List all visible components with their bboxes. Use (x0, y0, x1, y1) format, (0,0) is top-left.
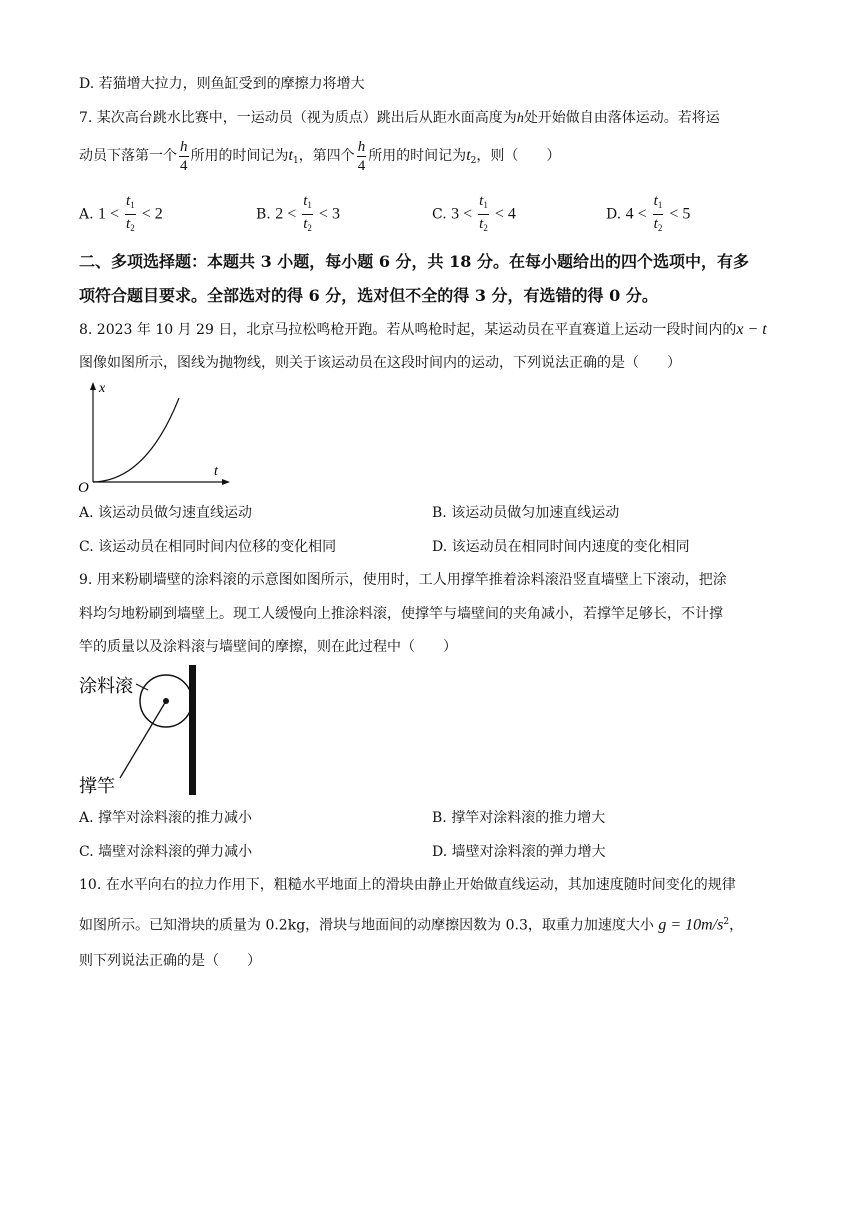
frac-t: t (303, 216, 308, 232)
q8-option-b: B. 该运动员做匀加速直线运动 (432, 505, 620, 521)
option-low: 1 (98, 205, 107, 223)
axis-label-x: x (99, 381, 106, 396)
q7-t2-sub: 2 (470, 156, 477, 166)
q10-stem-line2 (79, 912, 743, 936)
q7-text-a: 7. 某次高台跳水比赛中，一运动员（视为质点）跳出后从距水面高度为 (79, 110, 517, 126)
frac-t: t (479, 216, 484, 232)
q7-h: h (516, 111, 524, 126)
q7-text-c: 动员下落第一个 (79, 148, 177, 164)
y-axis-arrow (90, 382, 96, 390)
q10-gravity-exp: 2 (723, 917, 730, 927)
frac-num: h (357, 138, 366, 155)
q8-xt: x − t (736, 321, 767, 338)
q8-option-a: A. 该运动员做匀速直线运动 (79, 505, 253, 521)
q7-text-e: ，第四个 (298, 148, 355, 164)
option-high: 4 (507, 205, 516, 223)
q7-fraction-h4-first (179, 138, 189, 175)
q9-option-d: D. 墙壁对涂料滚的弹力增大 (432, 844, 606, 860)
q8-stem-line2: 图像如图所示，图线为抛物线，则关于该运动员在这段时间内的运动，下列说法正确的是（ ） (79, 355, 681, 371)
q9-option-c: C. 墙壁对涂料滚的弹力减小 (79, 844, 253, 860)
q7-fraction-h4-fourth (357, 138, 367, 175)
sub: 1 (657, 200, 663, 210)
section2-title-line1: 二、多项选择题：本题共 3 小题，每小题 6 分，共 18 分。在每小题给出的四个选项中，有多 (79, 252, 749, 271)
q10-text-b: ， (729, 917, 744, 934)
sub: 1 (307, 200, 312, 210)
q10-text-a: 如图所示。已知滑块的质量为 0.2kg，滑块与地面间的动摩擦因数为 0.3，取重力加速度大小 (79, 917, 654, 934)
q7-text-d: 所用的时间记为 (190, 148, 289, 164)
q8-option-d: D. 该运动员在相同时间内速度的变化相同 (432, 539, 690, 555)
frac-den: 4 (180, 157, 188, 174)
sub: 2 (657, 223, 663, 233)
q7-stem-line2 (79, 136, 560, 181)
option-letter: B. (256, 206, 271, 223)
q9-stem-line1: 9. 用来粉刷墙壁的涂料滚的示意图如图所示，使用时，工人用撑竿推着涂料滚沿竖直墙壁上下滚动，把涂 (79, 572, 727, 588)
q8-option-c: C. 该运动员在相同时间内位移的变化相同 (79, 539, 337, 555)
q6-option-d: D. 若猫增大拉力，则鱼缸受到的摩擦力将增大 (79, 76, 365, 92)
frac-t: t (126, 193, 131, 209)
q8-xt-graph (76, 378, 236, 496)
sub: 1 (483, 200, 488, 210)
frac-t: t (653, 216, 658, 232)
axis-label-t: t (214, 464, 218, 479)
q7-t2: t (466, 147, 471, 164)
option-high: 2 (154, 205, 163, 223)
frac-t: t (653, 193, 658, 209)
x-axis-arrow (222, 479, 230, 485)
q7-t1-sub: 1 (292, 156, 299, 166)
frac-num: h (180, 138, 188, 155)
option-letter: D. (606, 206, 622, 223)
sub: 2 (130, 223, 135, 233)
section2-title-line2: 项符合题目要求。全部选对的得 6 分，选对但不全的得 3 分，有选错的得 0 分。 (79, 286, 658, 305)
q8-stem-line1 (79, 320, 767, 340)
option-low: 2 (275, 205, 284, 223)
wall (189, 665, 196, 795)
option-low: 3 (451, 205, 460, 223)
q7-option-c: C. 3 < $\frac{t_1}{t_2}$ < 4 (432, 193, 516, 233)
frac-t: t (126, 216, 131, 232)
q10-gravity: g = 10m/s (658, 916, 724, 934)
parabola-curve (93, 398, 179, 482)
q7-stem-line1 (79, 108, 720, 129)
sub: 2 (307, 223, 312, 233)
frac-den: 4 (357, 157, 366, 174)
origin-label: O (78, 480, 89, 496)
q7-option-d: D. 4 < $\frac{t_1}{t_2}$ < 5 (606, 193, 691, 233)
q7-option-a: A. 1 < $\frac{t_1}{t_2}$ < 2 (79, 193, 163, 233)
q9-stem-line2: 料均匀地粉刷到墙壁上。现工人缓慢向上推涂料滚，使撑竿与墙壁间的夹角减小，若撑竿足够长，不计撑 (79, 606, 723, 622)
option-low: 4 (625, 205, 634, 223)
frac-t: t (479, 193, 484, 209)
q9-roller-diagram (76, 662, 216, 798)
option-high: 3 (331, 205, 340, 223)
q7-text-f: 所用的时间记为 (368, 148, 467, 164)
q7-option-b: B. 2 < $\frac{t_1}{t_2}$ < 3 (256, 193, 340, 233)
frac-t: t (303, 193, 308, 209)
q9-stem-line3: 竿的质量以及涂料滚与墙壁间的摩擦，则在此过程中（ ） (79, 639, 457, 655)
q7-text-g: ，则（ ） (476, 148, 561, 164)
q10-stem-line1: 10. 在水平向右的拉力作用下，粗糙水平地面上的滑块由静止开始做直线运动，其加速度随时间变化的规律 (79, 877, 736, 893)
q9-option-a: A. 撑竿对涂料滚的推力减小 (79, 810, 253, 826)
q8-text-a: 8. 2023 年 10 月 29 日，北京马拉松鸣枪开跑。若从鸣枪时起，某运动员在平直赛道上运动一段时间内的 (79, 322, 737, 338)
option-letter: C. (432, 206, 447, 223)
sub: 2 (483, 223, 488, 233)
q9-option-b: B. 撑竿对涂料滚的推力增大 (432, 810, 606, 826)
label-pole: 撑竿 (79, 776, 115, 796)
q7-text-b: 处开始做自由落体运动。若将运 (523, 110, 720, 126)
sub: 1 (130, 200, 135, 210)
option-letter: A. (79, 206, 94, 223)
option-high: 5 (682, 205, 691, 223)
q10-stem-line3: 则下列说法正确的是（ ） (79, 953, 261, 969)
q7-t1: t (288, 147, 293, 164)
label-roller: 涂料滚 (79, 676, 133, 696)
